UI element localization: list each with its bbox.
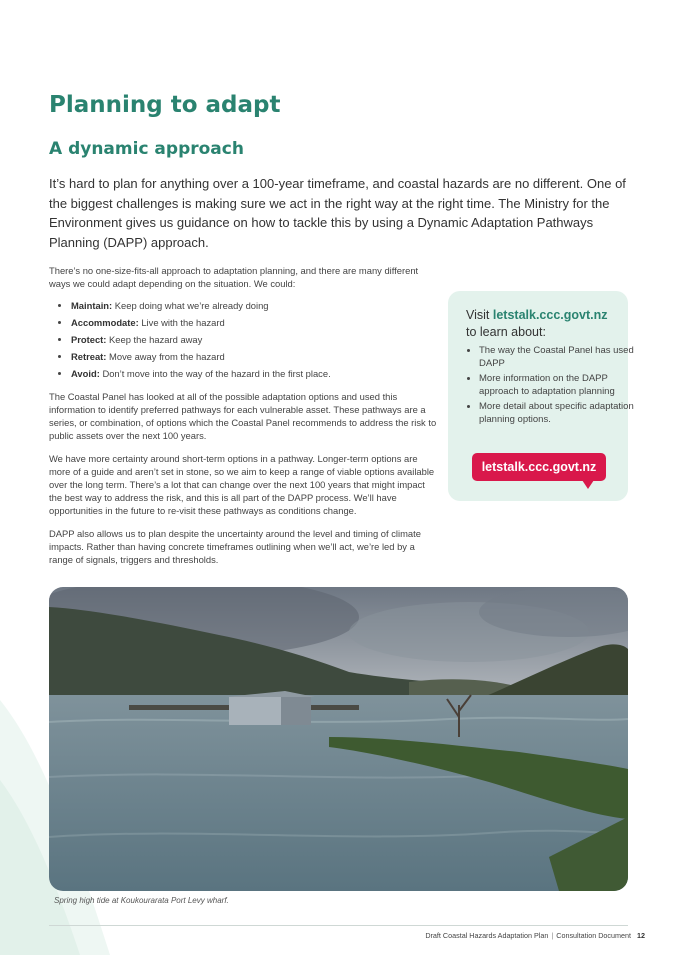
footer-document-title: Draft Coastal Hazards Adaptation Plan: [425, 931, 549, 940]
footer-separator: |: [551, 931, 554, 940]
callout-learn-text: to learn about:: [466, 325, 546, 339]
option-term: Maintain:: [71, 300, 113, 312]
photo-caption: Spring high tide at Koukourarata Port Levy wharf.: [54, 896, 229, 905]
body-paragraph: The Coastal Panel has looked at all of the possible adaptation options and used this information to identify preferred pathways for each vulnerable asset. These pathways are a series, or combination, of options which the Coastal Panel recommends to address the risk to public assets over the next 100 years.: [49, 390, 437, 442]
body-paragraph: DAPP also allows us to plan despite the uncertainty around the level and timing of climate impacts. Rather than having concrete timeframes outlining when we’ll act, we’re led by a range of signals, triggers and thresholds.: [49, 527, 421, 566]
option-term: Avoid:: [71, 367, 100, 379]
options-intro: There’s no one-size-fits-all approach to adaptation planning, and there are many different ways we could adapt depending on the situation. We could:: [49, 265, 419, 290]
letstalk-callout-box: [448, 291, 634, 501]
letstalk-link-button[interactable]: letstalk.ccc.govt.nz: [472, 453, 606, 481]
list-item: • More information on the DAPP approach to adaptation planning: [479, 373, 639, 398]
option-desc: Live with the hazard: [141, 317, 225, 329]
list-item: • More detail about specific adaptation planning options.: [479, 401, 639, 426]
list-item: [71, 299, 437, 312]
section-title: A dynamic approach: [49, 139, 244, 159]
list-item: [71, 367, 437, 380]
list-item: [71, 333, 437, 346]
callout-link[interactable]: letstalk.ccc.govt.nz: [492, 308, 608, 322]
option-desc: Move away from the hazard: [109, 350, 225, 362]
body-column: [49, 264, 437, 575]
option-desc: Keep the hazard away: [109, 334, 203, 345]
footer-document-type: Consultation Document: [556, 931, 631, 940]
option-term: Retreat:: [71, 350, 107, 362]
callout-heading: [466, 307, 608, 341]
option-desc: Don’t move into the way of the hazard in the first place.: [102, 367, 331, 379]
page-number: 12: [637, 931, 645, 940]
list-item: • The way the Coastal Panel has used DAPP: [479, 345, 639, 370]
callout-list: [462, 345, 639, 430]
option-desc: Keep doing what we’re already doing: [114, 300, 269, 312]
page-footer: [425, 931, 645, 940]
option-term: Protect:: [71, 334, 107, 345]
list-item: [71, 350, 437, 363]
list-item: [71, 316, 437, 329]
page-title: Planning to adapt: [49, 92, 281, 118]
body-paragraph: We have more certainty around short-term options in a pathway. Longer-term options are more of a guide and aren’t set in stone, so we aim to keep a range of viable options available over the long term. There’s a lot that can change over the next 100 years that might impact the best way to address the risk, and this is all part of the DAPP process. We’ll have opportunities in the future to re-visit these pathways as conditions change.: [49, 452, 435, 517]
callout-visit-text: Visit: [466, 308, 490, 322]
wharf-photo: [49, 587, 628, 891]
option-term: Accommodate:: [71, 317, 139, 329]
footer-divider: [49, 925, 628, 926]
intro-paragraph: It’s hard to plan for anything over a 100-year timeframe, and coastal hazards are no different. One of the biggest challenges is making sure we act in the right way at the right time. The Ministry for the Environment gives us guidance on how to tackle this by using a Dynamic Adaptation Pathways Planning (DAPP) approach.: [49, 176, 626, 250]
adaptation-options-list: [49, 299, 437, 379]
